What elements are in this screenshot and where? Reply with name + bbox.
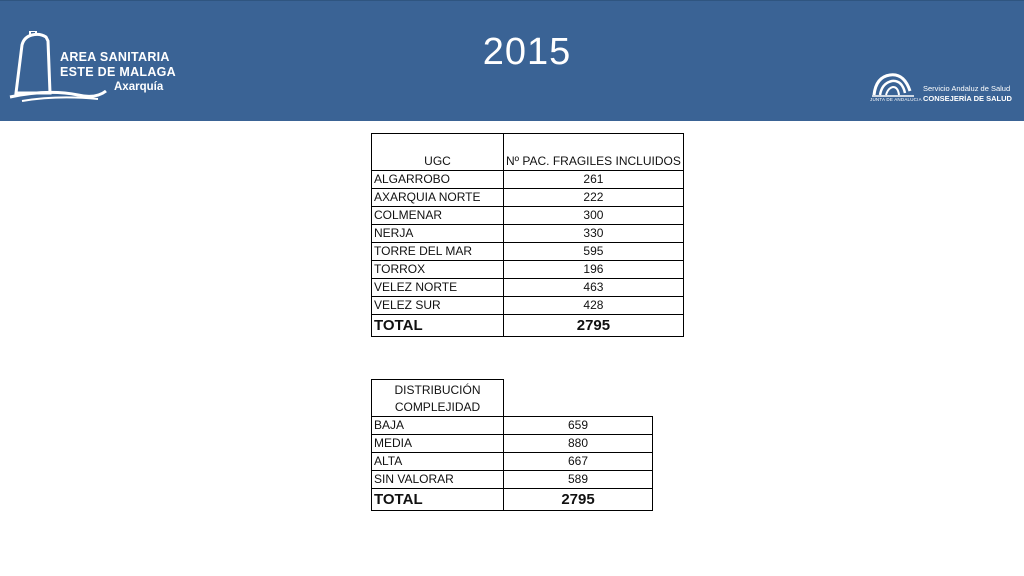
ugc-name: VELEZ NORTE bbox=[372, 279, 504, 297]
ugc-name: ALGARROBO bbox=[372, 171, 504, 189]
table-row bbox=[372, 435, 653, 453]
ugc-value: 595 bbox=[504, 243, 684, 261]
ugc-value: 300 bbox=[504, 207, 684, 225]
ugc-value: 222 bbox=[504, 189, 684, 207]
table-row bbox=[372, 261, 684, 279]
complexity-column-header: DISTRIBUCIÓN COMPLEJIDAD bbox=[372, 380, 504, 417]
ugc-value: 428 bbox=[504, 297, 684, 315]
total-label: TOTAL bbox=[372, 315, 504, 337]
table-row bbox=[372, 279, 684, 297]
table-row bbox=[372, 417, 653, 435]
junta-emblem-icon bbox=[868, 71, 918, 99]
total-row bbox=[372, 315, 684, 337]
complexity-name: ALTA bbox=[372, 453, 504, 471]
ugc-value: 196 bbox=[504, 261, 684, 279]
ugc-name: TORROX bbox=[372, 261, 504, 279]
complexity-value: 880 bbox=[504, 435, 653, 453]
junta-andalucia-logo bbox=[868, 71, 1024, 107]
table-row bbox=[372, 225, 684, 243]
empty-header-cell bbox=[504, 380, 653, 417]
table-row bbox=[372, 453, 653, 471]
table-header-row bbox=[372, 134, 684, 171]
total-value: 2795 bbox=[504, 315, 684, 337]
table-header-row bbox=[372, 380, 653, 417]
table-row bbox=[372, 171, 684, 189]
complexity-name: MEDIA bbox=[372, 435, 504, 453]
ugc-column-header: UGC bbox=[372, 134, 504, 171]
ugc-value: 330 bbox=[504, 225, 684, 243]
complexity-value: 667 bbox=[504, 453, 653, 471]
complexity-name: SIN VALORAR bbox=[372, 471, 504, 489]
complexity-name: BAJA bbox=[372, 417, 504, 435]
table-row bbox=[372, 243, 684, 261]
ugc-name: TORRE DEL MAR bbox=[372, 243, 504, 261]
page-title: 2015 bbox=[482, 31, 572, 73]
table-row bbox=[372, 207, 684, 225]
complexity-value: 589 bbox=[504, 471, 653, 489]
logo-line-3: Axarquía bbox=[114, 81, 164, 93]
ugc-name: NERJA bbox=[372, 225, 504, 243]
total-value: 2795 bbox=[504, 489, 653, 511]
table-row bbox=[372, 297, 684, 315]
complexity-value: 659 bbox=[504, 417, 653, 435]
fragile-patients-column-header: Nº PAC. FRAGILES INCLUIDOS bbox=[504, 134, 684, 171]
table-row bbox=[372, 189, 684, 207]
ugc-name: COLMENAR bbox=[372, 207, 504, 225]
total-row bbox=[372, 489, 653, 511]
ugc-name: AXARQUIA NORTE bbox=[372, 189, 504, 207]
ugc-value: 463 bbox=[504, 279, 684, 297]
ugc-value: 261 bbox=[504, 171, 684, 189]
ugc-name: VELEZ SUR bbox=[372, 297, 504, 315]
sas-line-1: Servicio Andaluz de Salud bbox=[923, 84, 1011, 93]
ugc-fragile-patients-table bbox=[371, 133, 684, 337]
junta-label: JUNTA DE ANDALUCIA bbox=[870, 97, 922, 102]
header-bar bbox=[0, 0, 1024, 121]
logo-line-2: ESTE DE MALAGA bbox=[60, 65, 177, 79]
table-row bbox=[372, 471, 653, 489]
complexity-distribution-table bbox=[371, 379, 653, 511]
sas-line-2: CONSEJERÍA DE SALUD bbox=[923, 94, 1012, 103]
logo-line-1: AREA SANITARIA bbox=[60, 50, 170, 64]
total-label: TOTAL bbox=[372, 489, 504, 511]
